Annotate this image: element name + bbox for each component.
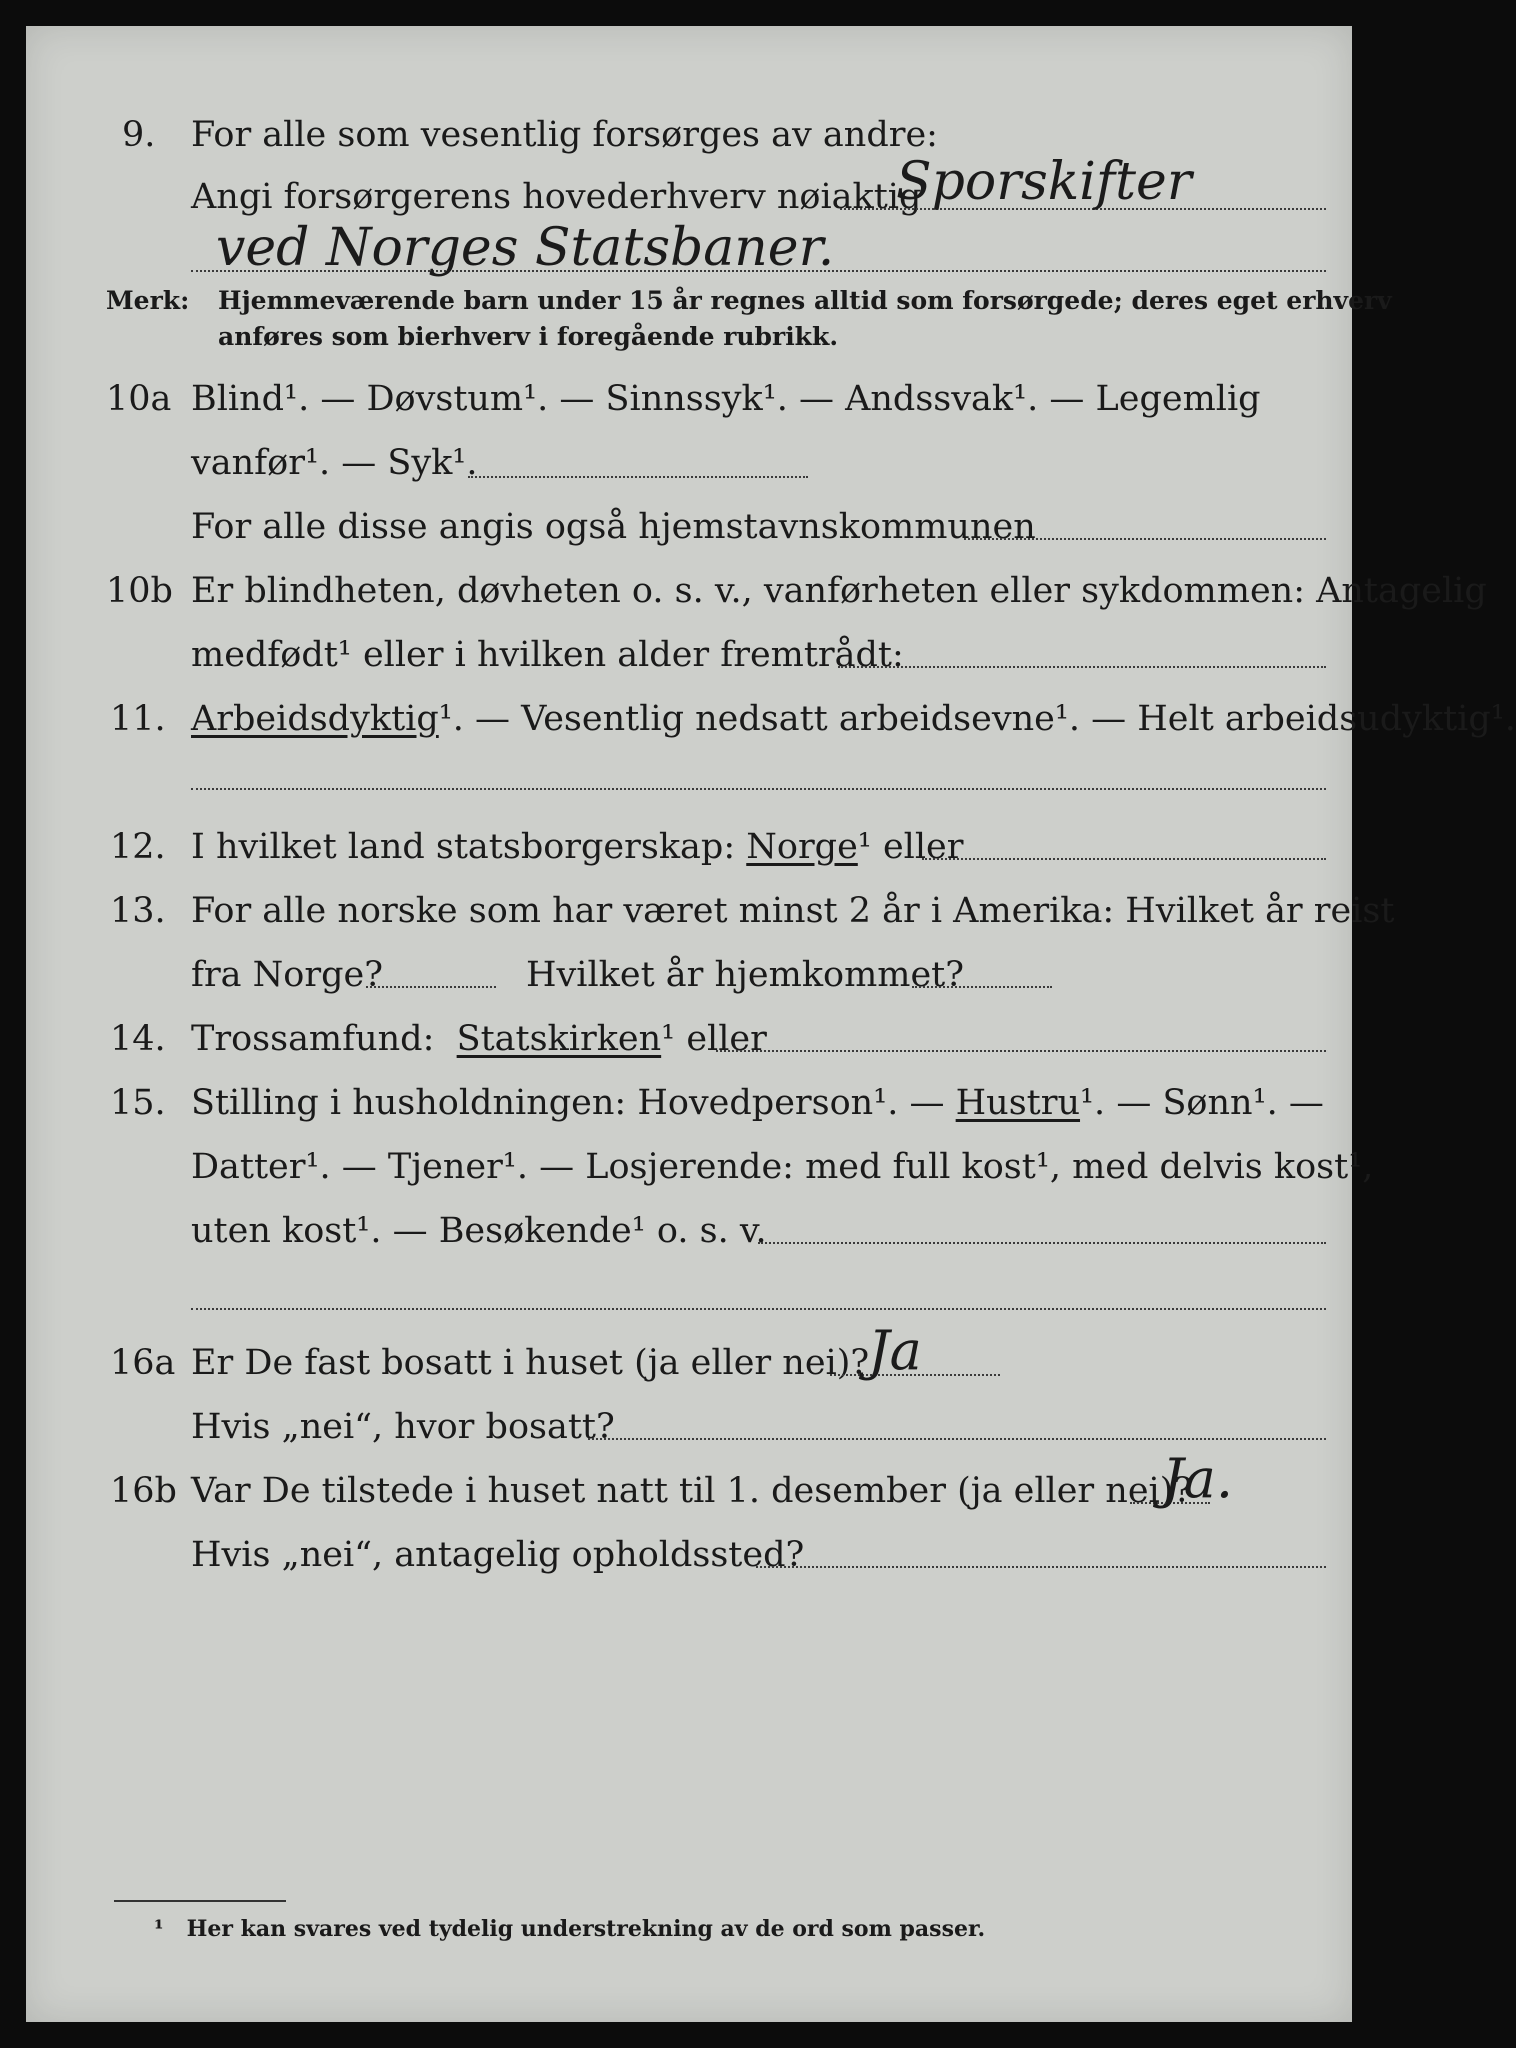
q10a-number: 10a [106,379,172,419]
q12-question: I hvilket land statsborgerskap: [191,827,736,867]
q10a-text-line2: vanfør¹. — Syk¹. [191,443,478,483]
merk-label: Merk: [106,286,190,315]
q13-number: 13. [110,891,166,931]
q13-reist-line[interactable] [366,986,496,988]
q12-text-rest: ¹ eller [857,827,964,867]
q16a-bosatt-line[interactable] [588,1438,1326,1440]
q14-text-rest: ¹ eller [661,1019,767,1059]
q11-text [191,699,1516,739]
q9-handwritten-answer1: Sporskifter [896,152,1192,212]
q16a-number: 16a [110,1343,176,1383]
q12-answer-line[interactable] [922,858,1326,860]
q10b-text-line1: Er blindheten, døvheten o. s. v., vanførheten eller sykdommen: Antagelig [191,571,1487,611]
q16b-opholdssted-line[interactable] [756,1566,1326,1568]
q11-answer-line[interactable] [191,788,1326,790]
q15-number: 15. [110,1083,166,1123]
q10a-text-line3: For alle disse angis også hjemstavnskommunen [191,507,1036,547]
q9-text-line2: Angi forsørgerens hovederhverv nøiaktig [191,177,922,217]
q10a-answer-line[interactable] [468,476,808,478]
q14-number: 14. [110,1019,166,1059]
census-form-page [26,26,1516,2022]
merk-text-line2: anføres som bierhverv i foregående rubrikk. [218,322,839,351]
q15-text-line1 [191,1083,1324,1123]
q15-text-line2: Datter¹. — Tjener¹. — Losjerende: med full kost¹, med delvis kost¹, [191,1147,1374,1187]
q13-text-line2b: Hvilket år hjemkommet? [526,955,965,995]
q14-underlined-option[interactable]: Statskirken [456,1019,662,1059]
q10b-number: 10b [106,571,173,611]
footnote [154,1918,985,1940]
footnote-text: Her kan svares ved tydelig understrekning av de ord som passer. [186,1916,986,1942]
q16a-handwritten-answer: Ja [868,1319,922,1382]
q12-underlined-option[interactable]: Norge [746,827,858,867]
q11-number: 11. [110,699,166,739]
q15-line1-end: ¹. — Sønn¹. — [1080,1083,1324,1123]
q14-question: Trossamfund: [191,1019,435,1059]
q10a-hjemstavn-line[interactable] [964,538,1326,540]
q15-line1-start: Stilling i husholdningen: Hovedperson¹. — [191,1083,945,1123]
q10a-text-line1: Blind¹. — Døvstum¹. — Sinnssyk¹. — Andssvak¹. — Legemlig [191,379,1261,419]
q13-hjemkommet-line[interactable] [912,986,1052,988]
q15-answer-line1[interactable] [758,1242,1326,1244]
q13-text-line1: For alle norske som har været minst 2 år i Amerika: Hvilket år reist [191,891,1395,931]
q12-number: 12. [110,827,166,867]
q15-underlined-option[interactable]: Hustru [955,1083,1081,1123]
q14-answer-line[interactable] [716,1050,1326,1052]
merk-text-line1: Hjemmeværende barn under 15 år regnes alltid som forsørgede; deres eget erhverv [218,286,1392,315]
footnote-mark: ¹ [154,1916,164,1942]
q15-text-line3: uten kost¹. — Besøkende¹ o. s. v. [191,1211,767,1251]
q16b-handwritten-answer: Ja. [1162,1447,1234,1510]
q12-text [191,827,964,867]
q9-number: 9. [122,115,156,155]
q16b-text-line2: Hvis „nei“, antagelig opholdssted? [191,1535,805,1575]
q13-text-line2a: fra Norge? [191,955,383,995]
q15-answer-line2[interactable] [191,1308,1326,1310]
q16b-text-line1: Var De tilstede i huset natt til 1. desember (ja eller nei)? [191,1471,1193,1511]
q16a-text-line1: Er De fast bosatt i huset (ja eller nei)? [191,1343,870,1383]
q16a-text-line2: Hvis „nei“, hvor bosatt? [191,1407,615,1447]
q16b-number: 16b [110,1471,177,1511]
q11-text-rest: ¹. — Vesentlig nedsatt arbeidsevne¹. — Helt arbeidsudyktig¹. [438,699,1516,739]
q10b-answer-line[interactable] [838,666,1326,668]
q14-text [191,1019,767,1059]
footnote-rule [114,1900,286,1902]
q10b-text-line2: medfødt¹ eller i hvilken alder fremtrådt: [191,635,904,675]
q11-underlined-option[interactable]: Arbeidsdyktig [191,699,439,739]
q9-text-line1: For alle som vesentlig forsørges av andre: [191,115,938,155]
q9-handwritten-answer2: ved Norges Statsbaner. [216,218,835,278]
